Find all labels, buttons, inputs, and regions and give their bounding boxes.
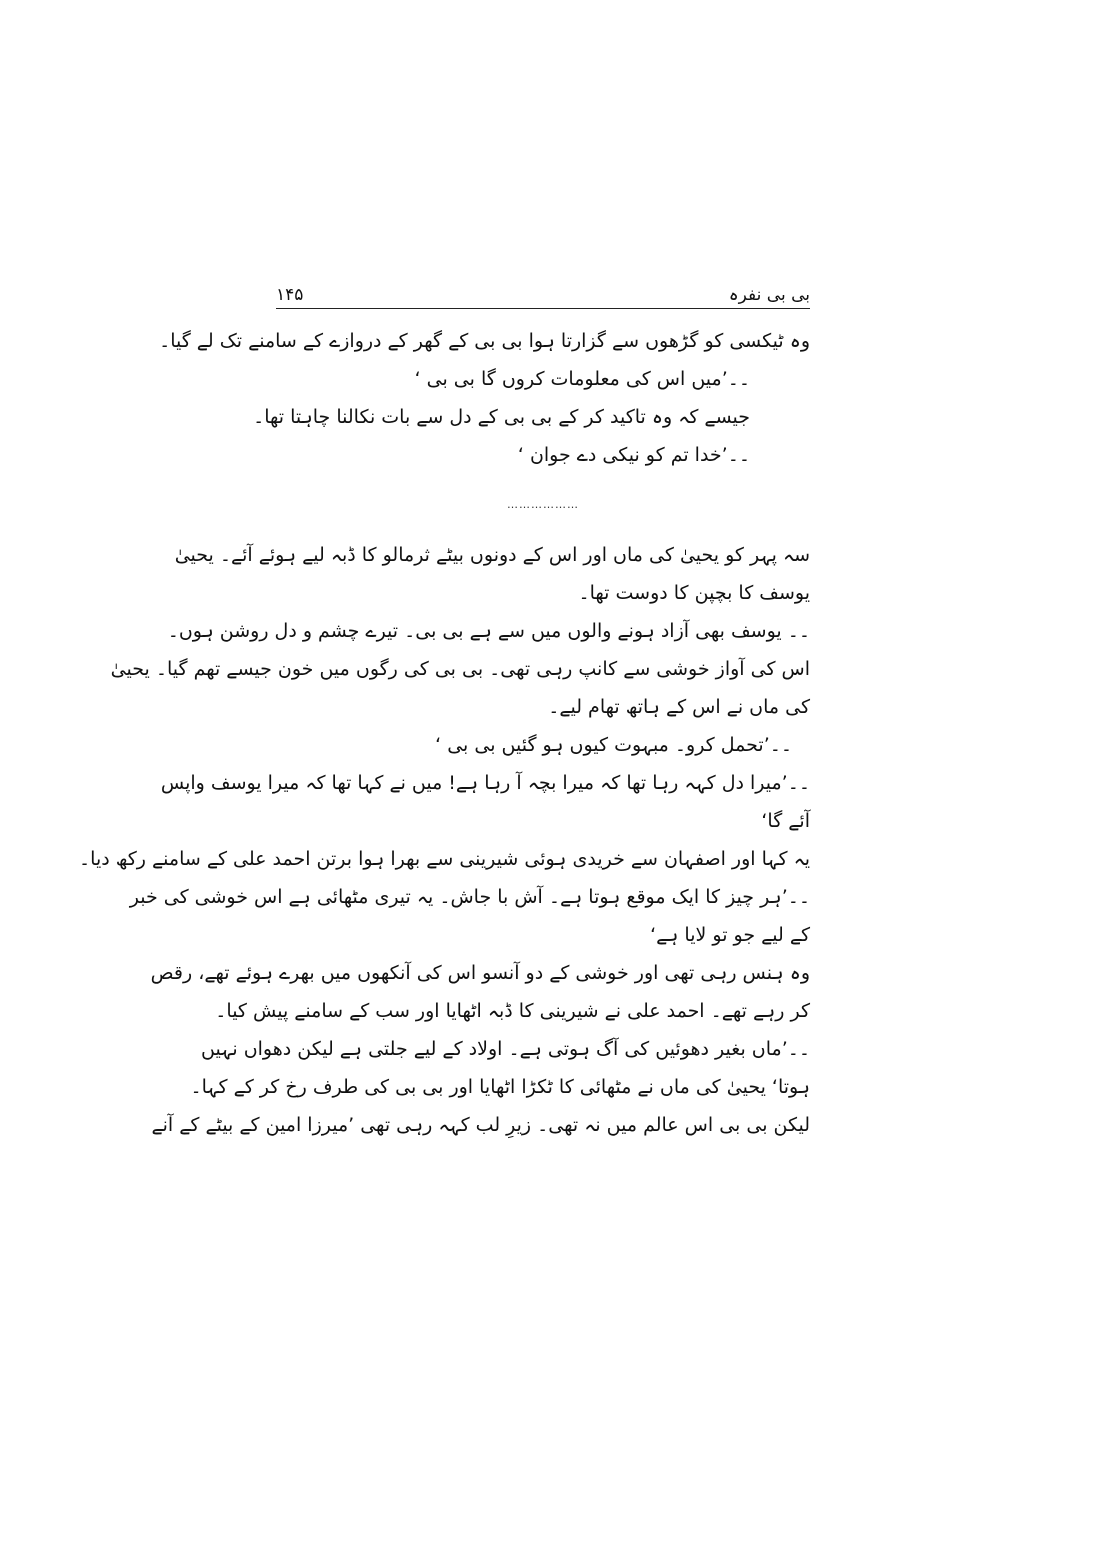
dialogue-line: ۔۔’ہر چیز کا ایک موقع ہوتا ہے۔ آش با جاش۔ یہ تیری مٹھائی ہے اس خوشی کی خبر xyxy=(129,886,810,908)
dialogue-line: ۔۔’میں اس کی معلومات کروں گا بی بی ‘ xyxy=(414,368,750,390)
text-line: وہ ہنس رہی تھی اور خوشی کے دو آنسو اس کی آنکھوں میں بھرے ہوئے تھے، رقص xyxy=(150,962,810,984)
text-line: جیسے کہ وہ تاکید کر کے بی بی کے دل سے بات نکالنا چاہتا تھا۔ xyxy=(253,406,750,428)
text-line: یوسف کا بچپن کا دوست تھا۔ xyxy=(578,582,810,604)
dialogue-line: ۔۔’خدا تم کو نیکی دے جوان ‘ xyxy=(517,444,750,466)
page-number: ۱۴۵ xyxy=(276,285,304,305)
text-line: اس کی آواز خوشی سے کانپ رہی تھی۔ بی بی کی رگوں میں خون جیسے تھم گیا۔ یحییٰ xyxy=(110,658,810,680)
text-line: کر رہے تھے۔ احمد علی نے شیرینی کا ڈبہ اٹھایا اور سب کے سامنے پیش کیا۔ xyxy=(215,1000,810,1022)
dialogue-line: ۔۔’میرا دل کہہ رہا تھا کہ میرا بچہ آ رہا ہے! میں نے کہا تھا کہ میرا یوسف واپس xyxy=(160,772,810,794)
text-line: یہ کہا اور اصفہان سے خریدی ہوئی شیرینی سے بھرا ہوا برتن احمد علی کے سامنے رکھ دیا۔ xyxy=(79,848,810,870)
page-body xyxy=(79,322,810,1144)
dialogue-line: ۔۔’ماں بغیر دھوئیں کی آگ ہوتی ہے۔ اولاد کے لیے جلتی ہے لیکن دھواں نہیں xyxy=(201,1038,810,1060)
dialogue-line: ۔۔’تحمل کرو۔ مبہوت کیوں ہو گئیں بی بی ‘ xyxy=(435,734,792,756)
text-line: ہوتا‘ یحییٰ کی ماں نے مٹھائی کا ٹکڑا اٹھایا اور بی بی کی طرف رخ کر کے کہا۔ xyxy=(190,1076,810,1098)
dialogue-line: ۔۔ یوسف بھی آزاد ہونے والوں میں سے ہے بی بی۔ تیرے چشم و دل روشن ہوں۔ xyxy=(167,620,810,642)
text-line: کی ماں نے اس کے ہاتھ تھام لیے۔ xyxy=(548,696,810,718)
running-header xyxy=(276,282,810,310)
running-title: بی بی نفرہ xyxy=(728,285,810,305)
text-line: کے لیے جو تو لایا ہے‘ xyxy=(650,924,810,946)
text-line: آئے گا‘ xyxy=(761,810,810,832)
text-line: سہ پہر کو یحییٰ کی ماں اور اس کے دونوں بیٹے ثرمالو کا ڈبہ لیے ہوئے آئے۔ یحییٰ xyxy=(174,544,810,566)
text-line: وہ ٹیکسی کو گڑھوں سے گزارتا ہوا بی بی کے گھر کے دروازے کے سامنے تک لے گیا۔ xyxy=(159,330,810,352)
header-divider xyxy=(276,308,810,309)
section-separator: ……………… xyxy=(507,498,579,511)
text-line: لیکن بی بی اس عالم میں نہ تھی۔ زیرِ لب کہہ رہی تھی ’میرزا امین کے بیٹے کے آنے xyxy=(151,1114,810,1136)
